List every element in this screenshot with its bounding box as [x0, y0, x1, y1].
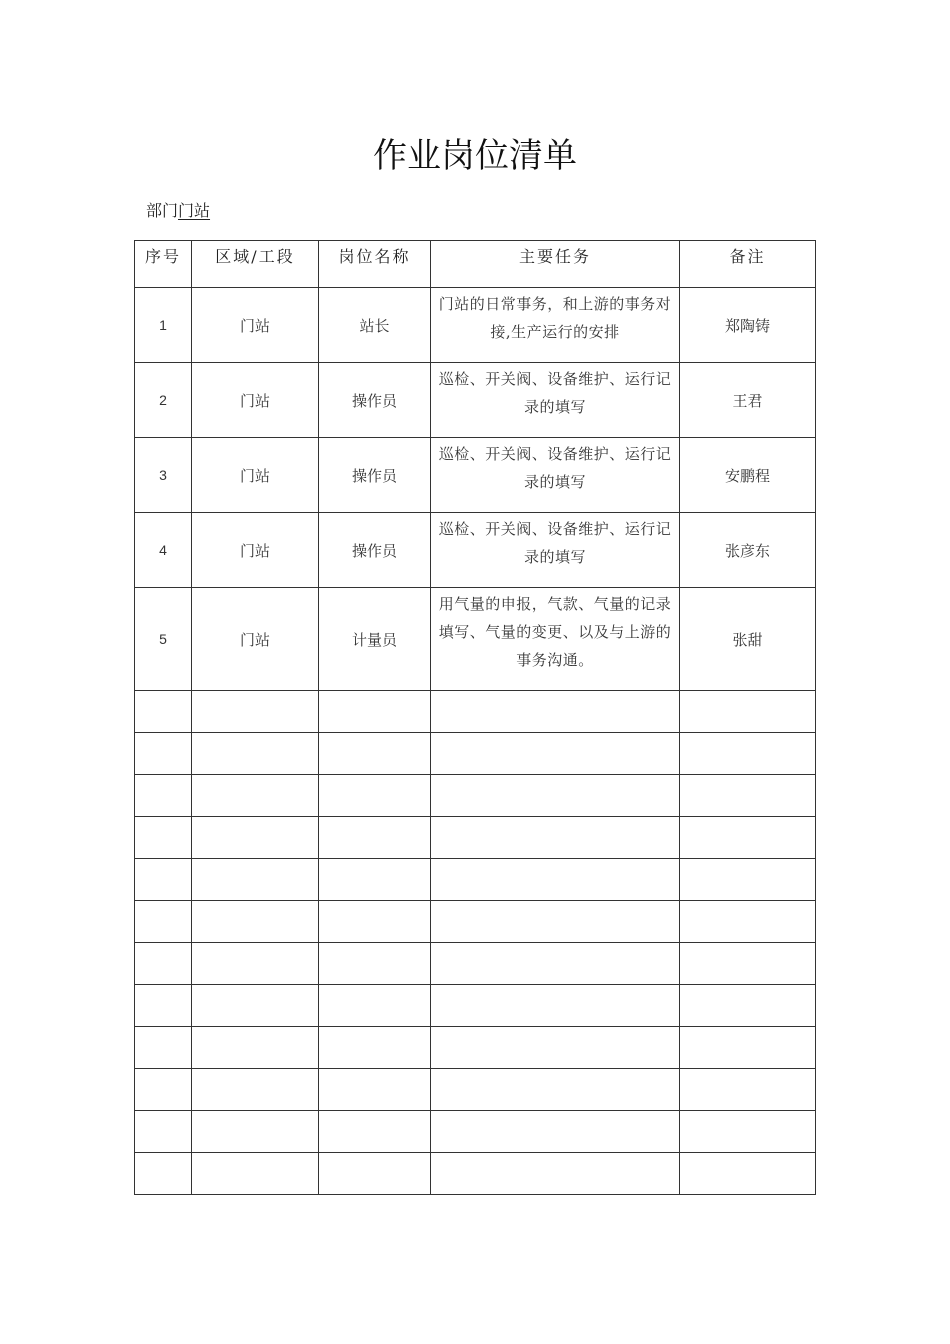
empty-cell: [319, 775, 431, 817]
empty-cell: [319, 985, 431, 1027]
empty-cell: [319, 1027, 431, 1069]
empty-cell: [680, 775, 816, 817]
empty-cell: [680, 817, 816, 859]
empty-cell: [135, 1153, 192, 1195]
empty-cell: [680, 1069, 816, 1111]
cell-post: 操作员: [319, 438, 431, 513]
table-row: [135, 588, 816, 691]
empty-row: [135, 985, 816, 1027]
empty-cell: [192, 985, 319, 1027]
cell-task: 门站的日常事务，和上游的事务对接,生产运行的安排: [431, 288, 680, 363]
empty-cell: [680, 733, 816, 775]
cell-task: 巡检、开关阀、设备维护、运行记录的填写: [431, 363, 680, 438]
empty-cell: [135, 1069, 192, 1111]
header-task: 主要任务: [431, 241, 680, 288]
department-value: 门站: [178, 201, 211, 220]
post-list-table: [134, 240, 816, 1195]
table-row: [135, 438, 816, 513]
empty-cell: [135, 733, 192, 775]
empty-cell: [431, 985, 680, 1027]
empty-cell: [192, 901, 319, 943]
empty-row: [135, 901, 816, 943]
cell-note: 安鹏程: [680, 438, 816, 513]
empty-cell: [431, 817, 680, 859]
cell-seq: 5: [135, 588, 192, 691]
empty-cell: [135, 691, 192, 733]
department-line: [146, 198, 210, 221]
empty-cell: [680, 1153, 816, 1195]
cell-post: 计量员: [319, 588, 431, 691]
empty-cell: [192, 775, 319, 817]
empty-cell: [319, 1153, 431, 1195]
cell-seq: 1: [135, 288, 192, 363]
empty-cell: [680, 943, 816, 985]
empty-cell: [319, 691, 431, 733]
empty-row: [135, 1153, 816, 1195]
empty-cell: [680, 1111, 816, 1153]
empty-row: [135, 733, 816, 775]
empty-cell: [431, 901, 680, 943]
header-note: 备注: [680, 241, 816, 288]
cell-seq: 3: [135, 438, 192, 513]
empty-cell: [431, 733, 680, 775]
empty-row: [135, 859, 816, 901]
empty-cell: [680, 859, 816, 901]
empty-cell: [192, 1027, 319, 1069]
empty-cell: [135, 901, 192, 943]
empty-cell: [192, 817, 319, 859]
empty-cell: [135, 1027, 192, 1069]
empty-cell: [135, 943, 192, 985]
cell-note: 张甜: [680, 588, 816, 691]
cell-area: 门站: [192, 513, 319, 588]
cell-task: 巡检、开关阀、设备维护、运行记录的填写: [431, 513, 680, 588]
cell-seq: 4: [135, 513, 192, 588]
empty-cell: [680, 1027, 816, 1069]
empty-cell: [431, 1153, 680, 1195]
empty-row: [135, 1069, 816, 1111]
empty-cell: [192, 859, 319, 901]
cell-post: 站长: [319, 288, 431, 363]
cell-area: 门站: [192, 438, 319, 513]
empty-row: [135, 775, 816, 817]
empty-cell: [319, 943, 431, 985]
empty-cell: [431, 1069, 680, 1111]
cell-post: 操作员: [319, 513, 431, 588]
empty-cell: [135, 775, 192, 817]
empty-cell: [431, 943, 680, 985]
empty-cell: [319, 901, 431, 943]
cell-task: 巡检、开关阀、设备维护、运行记录的填写: [431, 438, 680, 513]
cell-note: 张彦东: [680, 513, 816, 588]
empty-cell: [135, 985, 192, 1027]
empty-cell: [319, 1069, 431, 1111]
empty-cell: [431, 1027, 680, 1069]
empty-row: [135, 1111, 816, 1153]
department-label: 部门: [146, 201, 179, 220]
header-seq: 序号: [135, 241, 192, 288]
cell-area: 门站: [192, 588, 319, 691]
empty-cell: [135, 1111, 192, 1153]
cell-note: 王君: [680, 363, 816, 438]
empty-cell: [135, 859, 192, 901]
cell-seq: 2: [135, 363, 192, 438]
empty-cell: [431, 775, 680, 817]
table-header-row: [135, 241, 816, 288]
empty-cell: [319, 859, 431, 901]
empty-cell: [319, 817, 431, 859]
table-row: [135, 513, 816, 588]
header-post: 岗位名称: [319, 241, 431, 288]
cell-area: 门站: [192, 363, 319, 438]
empty-cell: [135, 817, 192, 859]
empty-cell: [319, 733, 431, 775]
empty-cell: [680, 985, 816, 1027]
cell-task: 用气量的申报，气款、气量的记录填写、气量的变更、以及与上游的事务沟通。: [431, 588, 680, 691]
empty-cell: [192, 1069, 319, 1111]
empty-cell: [192, 1153, 319, 1195]
empty-cell: [192, 733, 319, 775]
empty-cell: [192, 1111, 319, 1153]
empty-cell: [680, 691, 816, 733]
empty-row: [135, 1027, 816, 1069]
cell-post: 操作员: [319, 363, 431, 438]
cell-area: 门站: [192, 288, 319, 363]
empty-row: [135, 943, 816, 985]
table-row: [135, 363, 816, 438]
empty-cell: [431, 691, 680, 733]
cell-note: 郑陶铸: [680, 288, 816, 363]
page-title: 作业岗位清单: [373, 136, 577, 176]
empty-cell: [319, 1111, 431, 1153]
empty-cell: [680, 901, 816, 943]
empty-cell: [431, 859, 680, 901]
empty-row: [135, 817, 816, 859]
empty-cell: [192, 691, 319, 733]
empty-row: [135, 691, 816, 733]
header-area: 区域/工段: [192, 241, 319, 288]
empty-cell: [192, 943, 319, 985]
empty-cell: [431, 1111, 680, 1153]
table-row: [135, 288, 816, 363]
